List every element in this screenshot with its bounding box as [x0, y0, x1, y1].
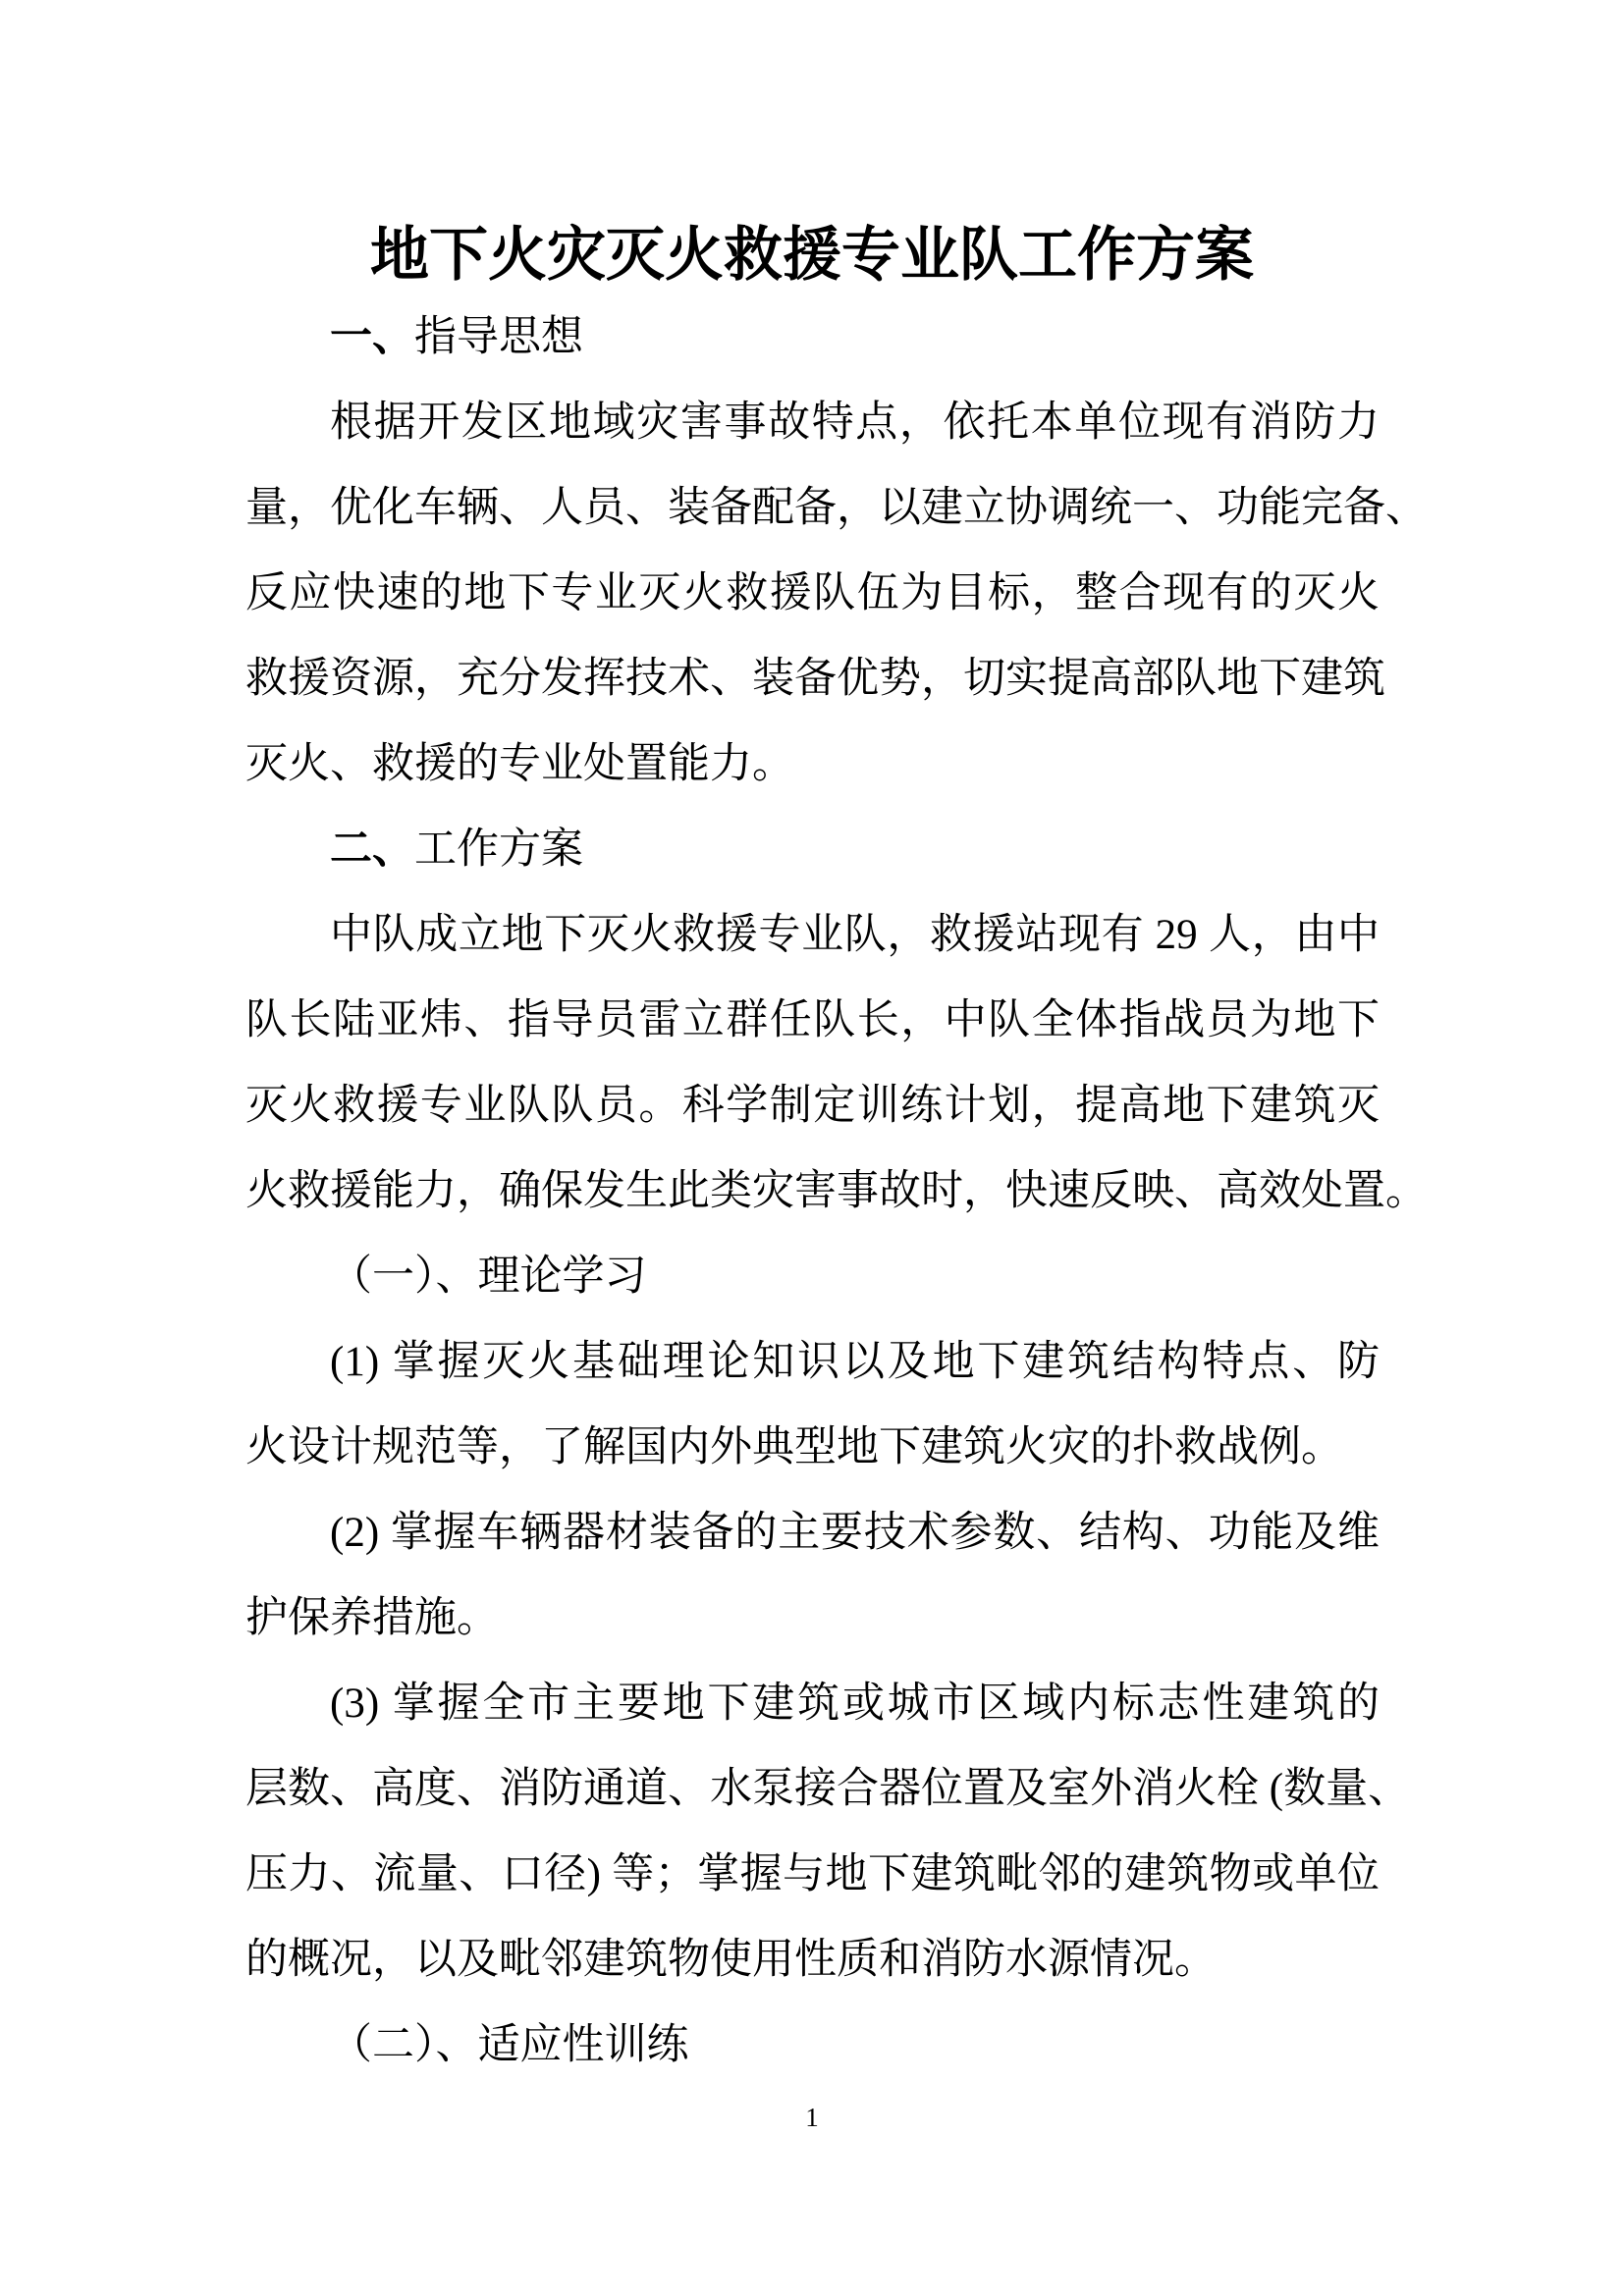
text-line: 队长陆亚炜、指导员雷立群任队长，中队全体指战员为地下: [245, 997, 1380, 1043]
section-heading: 一、指导思想: [330, 314, 583, 360]
section-heading: （二）、适应性训练: [330, 2022, 689, 2068]
text-line: 的概况，以及毗邻建筑物使用性质和消防水源情况。: [245, 1937, 1217, 1983]
section-heading: 二、工作方案: [330, 827, 583, 873]
text-line: (2) 掌握车辆器材装备的主要技术参数、结构、功能及维: [330, 1510, 1380, 1556]
text-line: 层数、高度、消防通道、水泵接合器位置及室外消火栓 (数量、: [245, 1766, 1411, 1812]
heading-number: 一、: [330, 314, 414, 360]
text-line: 护保养措施。: [245, 1595, 499, 1641]
text-line: 反应快速的地下专业灭火救援队伍为目标，整合现有的灭火: [245, 570, 1380, 616]
text-line: 量，优化车辆、人员、装备配备，以建立协调统一、功能完备、: [245, 485, 1428, 531]
text-line: (1) 掌握灭火基础理论知识以及地下建筑结构特点、防: [330, 1339, 1380, 1385]
text-line: 根据开发区地域灾害事故特点，依托本单位现有消防力: [330, 400, 1380, 446]
text-line: 灭火、救援的专业处置能力。: [245, 741, 794, 787]
text-line: 火救援能力，确保发生此类灾害事故时，快速反映、高效处置。: [245, 1168, 1428, 1214]
text-line: 救援资源，充分发挥技术、装备优势，切实提高部队地下建筑: [245, 656, 1385, 702]
text-line: (3) 掌握全市主要地下建筑或城市区域内标志性建筑的: [330, 1681, 1380, 1727]
document-title: 地下火灾灭火救援专业队工作方案: [370, 223, 1254, 288]
page-number: 1: [805, 2103, 819, 2132]
document-body: [245, 294, 1428, 2088]
section-heading: （一）、理论学习: [330, 1254, 647, 1300]
text-line: 灭火救援专业队队员。科学制定训练计划，提高地下建筑灭: [245, 1083, 1380, 1129]
text-line: 火设计规范等，了解国内外典型地下建筑火灾的扑救战例。: [245, 1424, 1343, 1470]
heading-number: 二、: [330, 827, 414, 873]
text-line: 中队成立地下灭火救援专业队，救援站现有 29 人，由中: [330, 912, 1380, 958]
text-line: 压力、流量、口径) 等；掌握与地下建筑毗邻的建筑物或单位: [245, 1851, 1380, 1897]
